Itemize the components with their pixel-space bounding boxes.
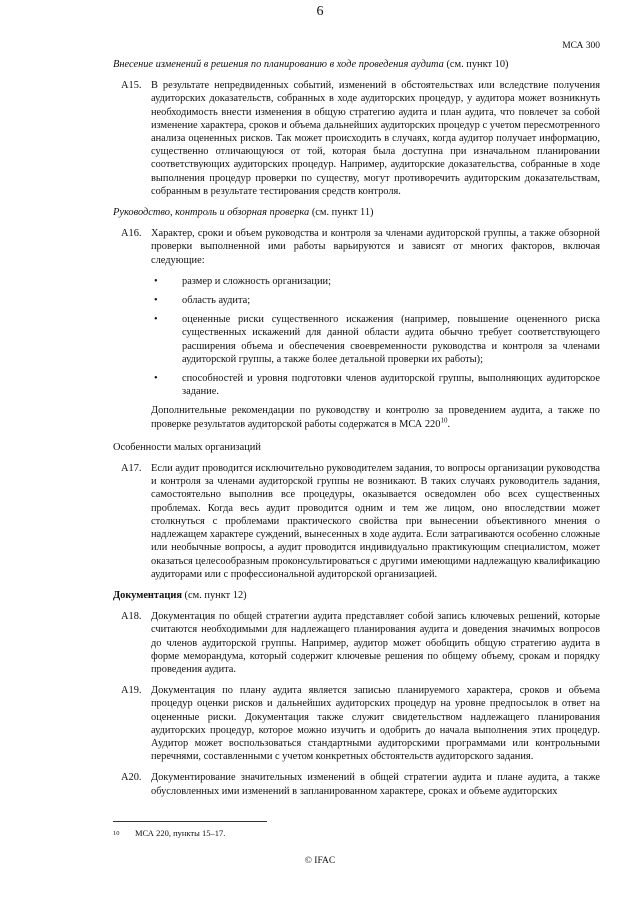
list-item xyxy=(151,275,600,288)
list-item xyxy=(151,372,600,398)
additional-end: . xyxy=(447,418,451,430)
bullet-icon: • xyxy=(154,373,158,385)
paragraph-a17 xyxy=(113,462,600,581)
bullet-icon: • xyxy=(154,275,158,287)
heading-title: Внесение изменений в решения по планированию в ходе проведения аудита xyxy=(113,59,444,70)
copyright-footer: © IFAC xyxy=(304,856,336,866)
bullet-icon: • xyxy=(154,314,158,326)
section-heading-small-entities xyxy=(113,441,600,454)
paragraph-number: A18. xyxy=(121,611,142,623)
list-item-text: оцененные риски существенного искажения (например, повышение оцененного риска существенных искажений для данной области аудита обычно требует соответствующего расширения объема и обеспечения своевременности руководства и контроля за членами аудиторской группы, а также более детальной проверки их работы); xyxy=(182,314,600,365)
paragraph-a16 xyxy=(113,227,600,267)
standard-code: МСА 300 xyxy=(562,41,600,51)
list-item xyxy=(151,294,600,307)
footnote xyxy=(113,827,225,840)
paragraph-text: Документация по плану аудита является записью планируемого характера, сроков и объема процедур оценки рисков и дальнейших аудиторских процедур на уровне предпосылок в ответ на оцененные риски. Документация также служит свидетельством надлежащего планирования аудиторских процедур, которое можно изучить и одобрить до начала выполнения этих процедур. Аудитор может воспользоваться стандартными аудиторскими программами или контрольными перечнями, составленными с учетом конкретных обстоятельств аудиторского задания. xyxy=(151,685,600,763)
list-item-text: размер и сложность организации; xyxy=(182,275,331,287)
heading-ref: (см. пункт 10) xyxy=(443,59,509,70)
list-item-text: область аудита; xyxy=(182,295,251,307)
paragraph-a15 xyxy=(113,79,600,198)
heading-ref: (см. пункт 12) xyxy=(181,589,247,601)
additional-text: Дополнительные рекомендации по руководству и контролю за проведением аудита, а также по проверке результатов аудиторской работы содержатся в МСА 220 xyxy=(151,405,600,430)
paragraph-text: Если аудит проводится исключительно руководителем задания, то вопросы организации руководства и контроля за членами аудиторской группы не возникают. В таких случаях руководитель задания, самостоятельно выполнив все процедуры, оказывается осведомлен обо всех существенных проблемах. Когда весь аудит проводится одним и тем же лицом, оно впоследствии может столкнуться с проблемами практического свойства при вынесении объективного мнения о надлежащем характере суждений, вынесенных в ходе аудита. Если затрагиваются особенно сложные или необычные вопросы, а аудит проводится индивидуально практикующим специалистом, может оказаться целесообразным проконсультироваться с другими имеющими надлежащую квалификацию аудиторами или с профессиональной аудиторской организацией. xyxy=(151,463,600,580)
heading-ref: Особенности малых организаций xyxy=(113,441,261,453)
section-heading-supervision xyxy=(113,206,600,219)
list-item-text: способностей и уровня подготовки членов аудиторской группы, выполняющих аудиторское задание. xyxy=(182,373,600,398)
page-body xyxy=(113,58,600,806)
factor-list xyxy=(151,275,600,399)
footnote-text: МСА 220, пункты 15–17. xyxy=(135,828,226,838)
paragraph-a19 xyxy=(113,684,600,763)
paragraph-a20 xyxy=(113,771,600,797)
paragraph-text: Документирование значительных изменений в общей стратегии аудита и плане аудита, а также обусловленных ими изменений в запланированном характере, сроках и объеме аудиторских xyxy=(151,772,600,797)
footnote-divider xyxy=(113,821,267,822)
list-item xyxy=(151,313,600,366)
section-heading-documentation xyxy=(113,589,600,602)
heading-ref: (см. пункт 11) xyxy=(309,207,374,219)
footnote-number: 10 xyxy=(113,830,120,837)
paragraph-number: A20. xyxy=(121,772,142,784)
paragraph-number: A17. xyxy=(121,463,142,475)
paragraph-text: Характер, сроки и объем руководства и контроля за членами аудиторской группы, а также обзорной проверки выполненной ими работы варьируются и зависят от многих факторов, включая следующие: xyxy=(151,228,600,266)
paragraph-text: Документация по общей стратегии аудита представляет собой запись ключевых решений, которые считаются необходимыми для надлежащего планирования аудита и доведения значимых вопросов до членов аудиторской группы. Например, аудитор может обобщить общую стратегию аудита в форме меморандума, который содержит ключевые решения по общему объему, срокам и порядку проведения аудита. xyxy=(151,611,600,675)
page-number: 6 xyxy=(316,4,324,19)
section-heading-plan-changes xyxy=(113,58,600,71)
bullet-icon: • xyxy=(154,295,158,307)
heading-title: Руководство, контроль и обзорная проверка xyxy=(113,207,310,219)
heading-title: Документация xyxy=(113,589,182,601)
paragraph-number: A19. xyxy=(121,685,142,697)
footnote-ref: 10 xyxy=(440,416,448,425)
paragraph-number: A16. xyxy=(121,228,142,240)
paragraph-a18 xyxy=(113,610,600,676)
paragraph-number: A15. xyxy=(121,80,142,92)
additional-guidance xyxy=(151,404,600,430)
paragraph-text: В результате непредвиденных событий, изменений в обстоятельствах или вследствие получения аудиторских доказательств, собранных в ходе аудиторских процедур, у аудитора может возникнуть необходимость внести изменения в общую стратегию аудита и план аудита, что повлечет за собой изменение характера, сроков и объема дальнейших аудиторских процедур с учетом пересмотренного анализа оцененных рисков. Так может происходить в случаях, когда аудитор получает информацию, существенно отличающуюся от той, которая была доступна при изначальном планировании соответствующих аудиторских процедур. Например, аудиторские доказательства, собранные в ходе выполнения процедур проверки по существу, могут противоречить аудиторским доказательствам, собранным в результате тестирования средств контроля. xyxy=(151,80,600,197)
